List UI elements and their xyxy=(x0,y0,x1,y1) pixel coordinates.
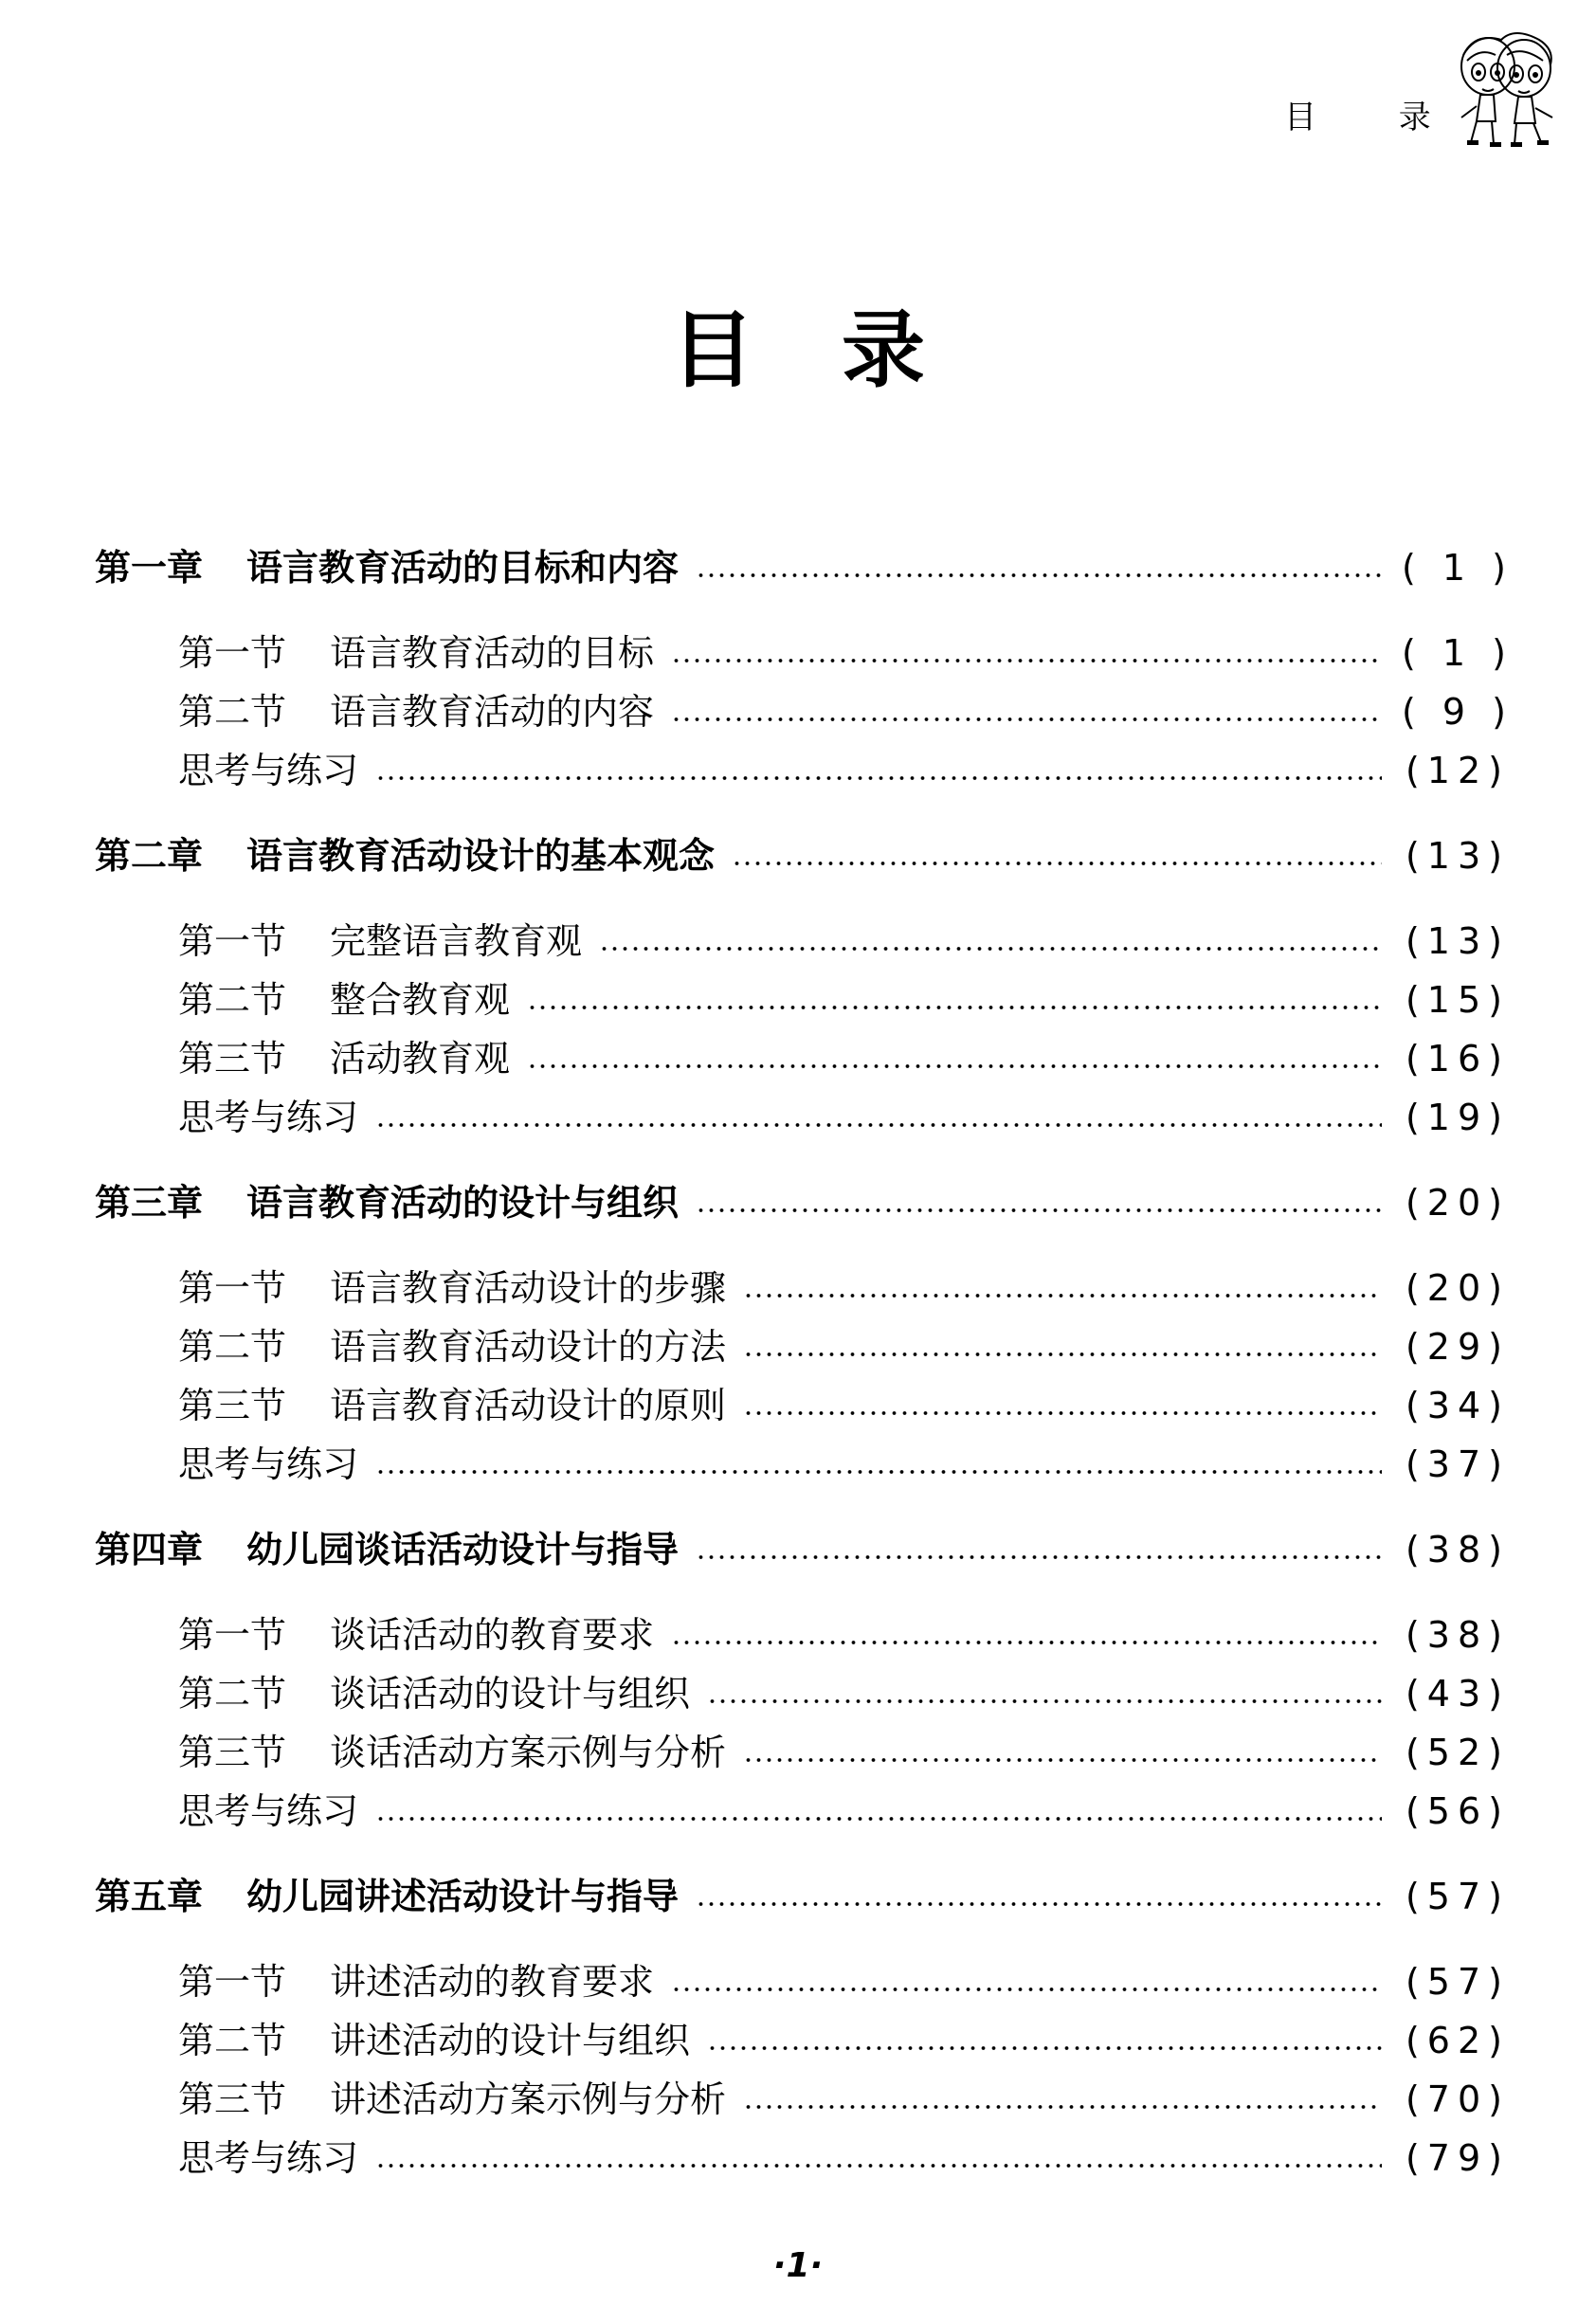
toc-section-entry xyxy=(95,1664,1516,1723)
toc-page-number: (57) xyxy=(1405,1961,1510,2003)
toc-page-number: (15) xyxy=(1405,979,1510,1021)
toc-entry-title: 语言教育活动的设计与组织 xyxy=(246,1182,680,1224)
toc-entry-number: 第一节 xyxy=(178,920,287,962)
toc-entry-number: 第三节 xyxy=(178,1038,287,1080)
toc-entry-number: 第二节 xyxy=(178,2020,287,2061)
dot-leader xyxy=(671,1639,1382,1646)
toc-page-number: (38) xyxy=(1405,1614,1510,1656)
toc-entry-title: 完整语言教育观 xyxy=(330,920,583,962)
toc-entry-title: 思考与练习 xyxy=(178,1790,359,1832)
dot-leader xyxy=(743,2103,1382,2111)
toc-section-entry xyxy=(95,1435,1516,1494)
dot-leader xyxy=(696,1900,1382,1908)
toc-entry-title: 思考与练习 xyxy=(178,1097,359,1138)
dot-leader xyxy=(707,2044,1382,2052)
toc-section-entry xyxy=(95,624,1516,682)
toc-entry-title: 语言教育活动的目标 xyxy=(330,632,655,674)
toc-page-number: (62) xyxy=(1405,2020,1510,2061)
toc-entry-title: 语言教育活动设计的方法 xyxy=(330,1326,727,1368)
toc-chapter-entry xyxy=(95,1520,1516,1579)
dot-leader xyxy=(527,1062,1382,1070)
toc-section-entry xyxy=(95,1317,1516,1376)
toc-page-number: (56) xyxy=(1405,1790,1510,1832)
toc-page-number: (43) xyxy=(1405,1673,1510,1715)
toc-entry-title: 语言教育活动的内容 xyxy=(330,691,655,733)
page-title: 目录 xyxy=(670,301,1012,399)
dot-leader xyxy=(671,1986,1382,1993)
toc-section-entry xyxy=(95,2129,1516,2187)
toc-section-entry xyxy=(95,1029,1516,1088)
toc-section-entry xyxy=(95,682,1516,741)
toc-section-entry xyxy=(95,1376,1516,1435)
toc-chapter-entry xyxy=(95,538,1516,597)
toc-chapter-entry xyxy=(95,1173,1516,1232)
toc-page-number: (57) xyxy=(1405,1876,1510,1917)
cartoon-children-illustration xyxy=(1448,27,1562,150)
dot-leader xyxy=(671,716,1382,723)
toc-entry-title: 语言教育活动设计的原则 xyxy=(330,1385,727,1426)
toc-entry-title: 整合教育观 xyxy=(330,979,511,1021)
dot-leader xyxy=(743,1409,1382,1417)
toc-entry-title: 语言教育活动的目标和内容 xyxy=(246,547,680,589)
toc-entry-number: 第二节 xyxy=(178,691,287,733)
dot-leader xyxy=(696,1553,1382,1561)
toc-entry-title: 语言教育活动设计的基本观念 xyxy=(246,835,716,877)
toc-section-entry xyxy=(95,1088,1516,1147)
toc-page-number: (19) xyxy=(1405,1097,1510,1138)
toc-entry-title: 谈话活动的教育要求 xyxy=(330,1614,655,1656)
dot-leader xyxy=(743,1351,1382,1358)
toc-section-entry xyxy=(95,1606,1516,1664)
toc-entry-number: 第二节 xyxy=(178,1326,287,1368)
toc-page-number: (20) xyxy=(1405,1267,1510,1309)
toc-entry-number: 第一节 xyxy=(178,1961,287,2003)
toc-page-number: (13) xyxy=(1405,835,1510,877)
dot-leader xyxy=(599,945,1382,953)
toc-page-number: ( 9 ) xyxy=(1402,691,1514,733)
toc-page-number: (79) xyxy=(1405,2137,1510,2179)
toc-chapter-entry xyxy=(95,826,1516,885)
toc-entry-number: 第四章 xyxy=(95,1529,204,1570)
toc-section-entry xyxy=(95,912,1516,971)
toc-entry-title: 幼儿园讲述活动设计与指导 xyxy=(246,1876,680,1917)
toc-entry-title: 讲述活动的教育要求 xyxy=(330,1961,655,2003)
toc-entry-number: 第二章 xyxy=(95,835,204,877)
dot-leader xyxy=(527,1004,1382,1011)
toc-entry-title: 谈话活动的设计与组织 xyxy=(330,1673,691,1715)
dot-leader xyxy=(743,1292,1382,1299)
toc-page-number: ( 1 ) xyxy=(1402,547,1514,589)
toc-page-number: (52) xyxy=(1405,1732,1510,1773)
toc-section-entry xyxy=(95,1723,1516,1782)
toc-entry-number: 第一章 xyxy=(95,547,204,589)
toc-entry-number: 第一节 xyxy=(178,1614,287,1656)
running-header: 目 录 xyxy=(1284,99,1467,136)
toc-page-number: (13) xyxy=(1405,920,1510,962)
dot-leader xyxy=(375,774,1382,782)
dot-leader xyxy=(743,1756,1382,1764)
table-of-contents xyxy=(95,538,1516,2187)
toc-page-number: (29) xyxy=(1405,1326,1510,1368)
toc-entry-title: 思考与练习 xyxy=(178,750,359,791)
toc-entry-title: 讲述活动方案示例与分析 xyxy=(330,2078,727,2120)
toc-entry-number: 第一节 xyxy=(178,632,287,674)
toc-entry-number: 第三节 xyxy=(178,2078,287,2120)
toc-entry-number: 第二节 xyxy=(178,979,287,1021)
page-number: ·1· xyxy=(772,2246,824,2285)
toc-page-number: (38) xyxy=(1405,1529,1510,1570)
toc-section-entry xyxy=(95,971,1516,1029)
toc-page-number: (70) xyxy=(1405,2078,1510,2120)
toc-entry-number: 第三节 xyxy=(178,1732,287,1773)
toc-section-entry xyxy=(95,741,1516,800)
toc-entry-title: 活动教育观 xyxy=(330,1038,511,1080)
dot-leader xyxy=(375,2162,1382,2169)
toc-page-number: (37) xyxy=(1405,1443,1510,1485)
toc-entry-title: 谈话活动方案示例与分析 xyxy=(330,1732,727,1773)
toc-entry-number: 第二节 xyxy=(178,1673,287,1715)
toc-section-entry xyxy=(95,1259,1516,1317)
toc-entry-title: 幼儿园谈话活动设计与指导 xyxy=(246,1529,680,1570)
dot-leader xyxy=(696,1207,1382,1214)
toc-entry-number: 第一节 xyxy=(178,1267,287,1309)
toc-page-number: (34) xyxy=(1405,1385,1510,1426)
toc-section-entry xyxy=(95,2070,1516,2129)
toc-page-number: (20) xyxy=(1405,1182,1510,1224)
toc-entry-title: 语言教育活动设计的步骤 xyxy=(330,1267,727,1309)
dot-leader xyxy=(696,572,1382,579)
toc-entry-title: 思考与练习 xyxy=(178,2137,359,2179)
toc-section-entry xyxy=(95,1782,1516,1841)
toc-section-entry xyxy=(95,1952,1516,2011)
dot-leader xyxy=(375,1121,1382,1129)
dot-leader xyxy=(707,1697,1382,1705)
toc-entry-number: 第五章 xyxy=(95,1876,204,1917)
dot-leader xyxy=(671,657,1382,664)
toc-entry-title: 思考与练习 xyxy=(178,1443,359,1485)
toc-entry-title: 讲述活动的设计与组织 xyxy=(330,2020,691,2061)
toc-page-number: ( 1 ) xyxy=(1402,632,1514,674)
dot-leader xyxy=(375,1815,1382,1823)
dot-leader xyxy=(375,1468,1382,1476)
toc-page-number: (16) xyxy=(1405,1038,1510,1080)
toc-section-entry xyxy=(95,2011,1516,2070)
dot-leader xyxy=(732,860,1382,867)
toc-page-number: (12) xyxy=(1405,750,1510,791)
toc-entry-number: 第三节 xyxy=(178,1385,287,1426)
toc-chapter-entry xyxy=(95,1867,1516,1926)
toc-entry-number: 第三章 xyxy=(95,1182,204,1224)
